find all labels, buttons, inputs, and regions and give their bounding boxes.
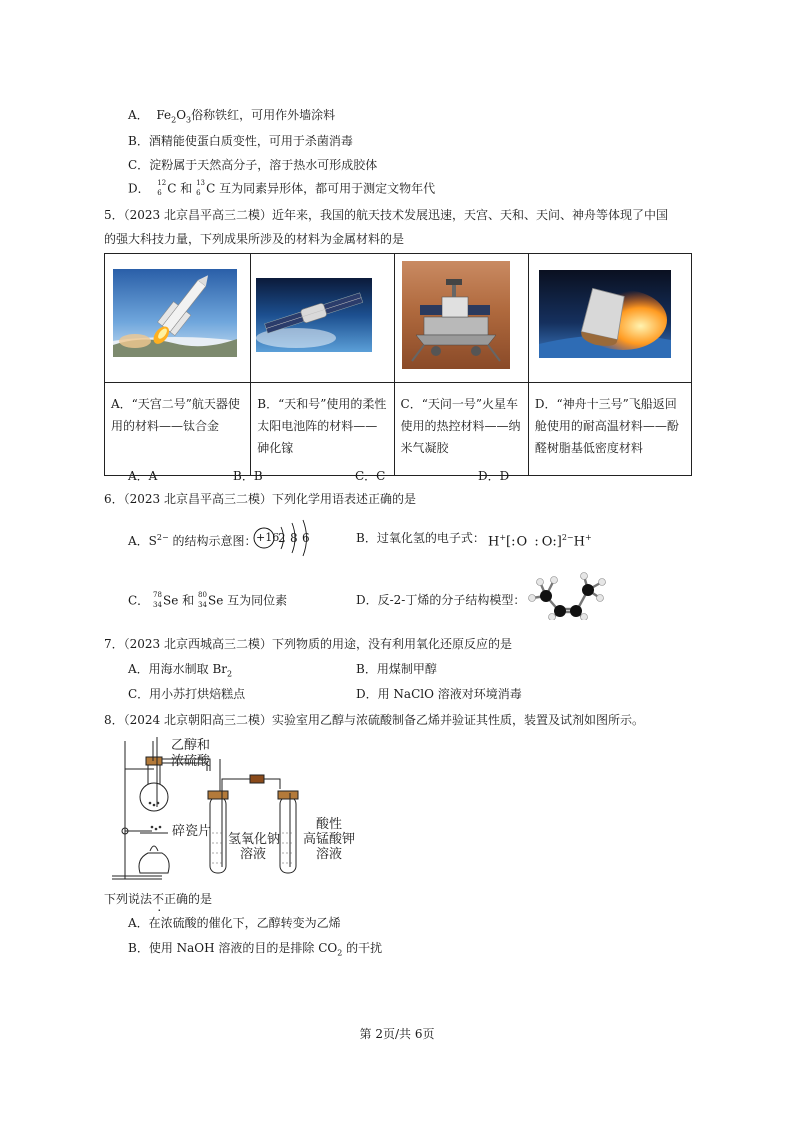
carbon-12-notation: 12 6: [157, 179, 167, 197]
trans-2-butene-model-image: [522, 570, 608, 620]
q5-options-table: [104, 253, 692, 476]
q8-option-a: A．在浓硫酸的催化下，乙醇转变为乙烯: [128, 916, 341, 930]
q5-answer-d: D．D: [478, 469, 510, 483]
q5-answer-b: B．B: [233, 469, 263, 483]
q6-stem: 6．（2023 北京昌平高三二模）下列化学用语表述正确的是: [104, 492, 416, 506]
q5-answer-c: C．C: [355, 469, 386, 483]
q5-answer-a: A．A: [128, 469, 158, 483]
mars-rover-image: [402, 261, 510, 369]
q7-option-b: B．用煤制甲醇: [356, 662, 437, 676]
carbon-13-notation: 13 6: [196, 179, 206, 197]
sulfide-shell-2: 8: [290, 531, 298, 545]
q4-option-c: C．淀粉属于天然高分子，溶于热水可形成胶体: [128, 158, 378, 172]
page-footer: 第 2页/共 6页: [359, 1027, 435, 1041]
label-kmno4-1: 酸性: [316, 817, 343, 832]
q8-question: 下列说法不正确的是: [104, 892, 213, 906]
q7-option-d: D．用 NaClO 溶液对环境消毒: [356, 687, 522, 701]
q5-cell-image-d: [528, 254, 691, 383]
label-porcelain-chips: 碎瓷片: [172, 824, 212, 839]
q7-option-a: A．用海水制取 $Br_2$: [128, 662, 233, 679]
sulfide-shell-1: 2: [278, 531, 286, 545]
q4-option-d: D． 12 6 C 和 13 6 C 互为同素异形体，都可用于测定文物年代: [128, 179, 436, 197]
label-ethanol-acid-1: 乙醇和: [171, 738, 211, 753]
q5-option-c: C．“天问一号”火星车使用的热控材料——纳米气凝胶: [394, 383, 528, 476]
space-station-image: [256, 278, 372, 352]
q4-option-b: B．酒精能使蛋白质变性，可用于杀菌消毒: [128, 134, 353, 148]
label-naoh-1: 氢氧化钠: [228, 832, 281, 847]
q5-stem-line1: 5．（2023 北京昌平高三二模）近年来，我国的航天技术发展迅速，天宫、天和、天问、神舟等体现了中国: [104, 208, 668, 222]
q7-option-c: C．用小苏打烘焙糕点: [128, 687, 246, 701]
q8-option-b: B．使用 NaOH 溶液的目的是排除 $CO_2$ 的干扰: [128, 941, 383, 958]
label-naoh-2: 溶液: [240, 847, 267, 862]
q4-option-a: A． $Fe_2O_3$俗称铁红，可用作外墙涂料: [128, 108, 336, 125]
q5-cell-image-b: [251, 254, 394, 383]
reentry-capsule-image: [539, 270, 671, 358]
sulfide-shell-3: 6: [302, 531, 310, 545]
sulfide-nucleus-charge: +16: [256, 531, 280, 544]
peroxide-electron-formula: H+[:O :O:]$^{2-}$H+: [488, 533, 592, 550]
q6-option-c: C． 78 34 Se 和 80 34 Se 互为同位素: [128, 591, 288, 609]
rocket-launch-image: [113, 269, 237, 357]
q8-stem: 8．（2024 北京朝阳高三二模）实验室用乙醇与浓硫酸制备乙烯并验证其性质，装置及试剂如图所示。: [104, 713, 644, 727]
q6-option-d: D．反-2-丁烯的分子结构模型：: [356, 593, 526, 607]
q5-option-b: B．“天和号”使用的柔性太阳电池阵的材料——砷化镓: [251, 383, 394, 476]
q6-option-b: B．过氧化氢的电子式：: [356, 531, 485, 545]
q6-option-a: A．$S^{2-}$ 的结构示意图：: [128, 533, 257, 548]
label-ethanol-acid-2: 浓硫酸: [171, 754, 211, 769]
selenium-78-notation: 78 34: [153, 591, 162, 609]
q5-option-d: D．“神舟十三号”飞船返回舱使用的耐高温材料——酚醛树脂基低密度材料: [528, 383, 691, 476]
q5-option-a: A．“天宫二号”航天器使用的材料——钛合金: [105, 383, 251, 476]
q5-cell-image-c: [394, 254, 528, 383]
q7-stem: 7．（2023 北京西城高三二模）下列物质的用途，没有利用氧化还原反应的是: [104, 637, 512, 651]
q5-stem-line2: 的强大科技力量，下列成果所涉及的材料为金属材料的是: [104, 232, 405, 246]
q5-cell-image-a: [105, 254, 251, 383]
label-kmno4-3: 溶液: [316, 847, 343, 862]
label-kmno4-2: 高锰酸钾: [303, 832, 356, 847]
selenium-80-notation: 80 34: [197, 591, 207, 609]
